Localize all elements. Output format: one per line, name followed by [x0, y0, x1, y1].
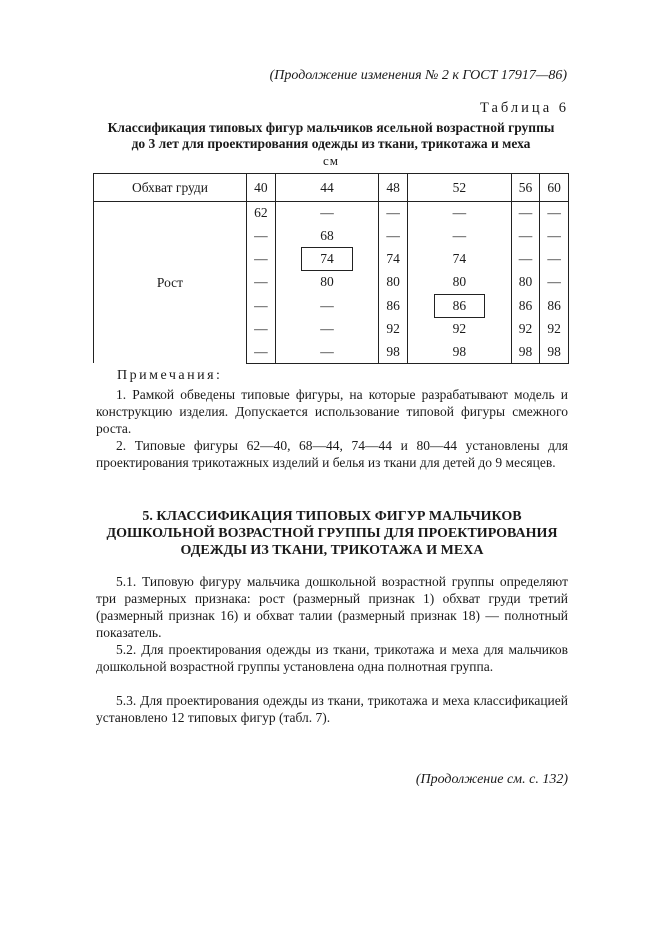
- chest-value: 44: [275, 174, 379, 202]
- figure-classification-table: [93, 173, 569, 364]
- table-cell: 92: [540, 318, 569, 341]
- framed-typical-figure: 74: [301, 247, 353, 271]
- note-2: 2. Типовые фигуры 62—40, 68—44, 74—44 и 80—44 установлены для проектирования трикотажных изделий и белья из ткани для детей до 9 месяцев.: [96, 438, 568, 470]
- units-label: см: [323, 153, 339, 168]
- table-cell: 98: [407, 340, 511, 363]
- header-note: (Продолжение изменения № 2 к ГОСТ 17917—86): [269, 68, 567, 83]
- table-cell: 74: [407, 247, 511, 271]
- table-row: [94, 202, 569, 225]
- paragraph-5-1: 5.1. Типовую фигуру мальчика дошкольной возрастной группы определяют три размерных признака: рост (размерный признак 1) обхват груди третий (размерный признак 16) и обхват талии (размерный признак 18) — полнотный показатель.: [96, 574, 568, 640]
- table-cell: —: [247, 225, 276, 248]
- table-cell: —: [407, 225, 511, 248]
- table-cell: —: [247, 340, 276, 363]
- table-cell: 86: [540, 294, 569, 318]
- table-cell: —: [247, 271, 276, 294]
- table-title-line: Классификация типовых фигур мальчиков ясельной возрастной группы: [107, 120, 555, 135]
- chest-value: 40: [247, 174, 276, 202]
- table-cell: 80: [275, 271, 379, 294]
- table-cell: —: [247, 294, 276, 318]
- table-cell: 80: [379, 271, 408, 294]
- table-cell: [275, 247, 379, 271]
- table-header-row: [94, 174, 569, 202]
- table-cell: 74: [379, 247, 408, 271]
- table-title: [96, 120, 566, 152]
- section-title-line: 5. КЛАССИФИКАЦИЯ ТИПОВЫХ ФИГУР МАЛЬЧИКОВ: [142, 509, 522, 524]
- table-cell: 86: [379, 294, 408, 318]
- table-cell: 80: [407, 271, 511, 294]
- table-cell: —: [247, 247, 276, 271]
- table-cell: —: [275, 340, 379, 363]
- table-cell: 86: [511, 294, 540, 318]
- table-cell: —: [275, 294, 379, 318]
- note-1: 1. Рамкой обведены типовые фигуры, на которые разрабатывают модель и конструкцию изделия. Допускается использование типовой фигуры смежного роста.: [96, 387, 568, 436]
- table-cell: —: [275, 202, 379, 225]
- table-cell: —: [540, 225, 569, 248]
- table-title-line: до 3 лет для проектирования одежды из ткани, трикотажа и меха: [131, 136, 531, 151]
- paragraph-5-3: 5.3. Для проектирования одежды из ткани, трикотажа и меха классификацией установлено 12 типовых фигур (табл. 7).: [96, 693, 568, 725]
- table-cell: —: [511, 202, 540, 225]
- notes-heading: Примечания:: [117, 368, 223, 383]
- table-cell: —: [540, 202, 569, 225]
- chest-value: 60: [540, 174, 569, 202]
- table-cell: —: [511, 247, 540, 271]
- table-cell: 92: [379, 318, 408, 341]
- table-cell: —: [407, 202, 511, 225]
- table-cell: 98: [379, 340, 408, 363]
- table-cell: 92: [511, 318, 540, 341]
- table-number: Таблица 6: [479, 100, 569, 116]
- table-cell: —: [247, 318, 276, 341]
- chest-value: 48: [379, 174, 408, 202]
- height-label: Рост: [94, 202, 247, 364]
- table-cell: 98: [540, 340, 569, 363]
- table-cell: [407, 294, 511, 318]
- chest-girth-header: Обхват груди: [94, 174, 247, 202]
- chest-value: 56: [511, 174, 540, 202]
- table-cell: 92: [407, 318, 511, 341]
- framed-typical-figure: 86: [434, 294, 486, 318]
- table-cell: 62: [247, 202, 276, 225]
- section-title-line: ОДЕЖДЫ ИЗ ТКАНИ, ТРИКОТАЖА И МЕХА: [180, 543, 484, 558]
- table-cell: 80: [511, 271, 540, 294]
- table-cell: 98: [511, 340, 540, 363]
- table-cell: —: [511, 225, 540, 248]
- table-cell: —: [379, 225, 408, 248]
- table-cell: —: [540, 247, 569, 271]
- table-cell: —: [540, 271, 569, 294]
- section-title-line: ДОШКОЛЬНОЙ ВОЗРАСТНОЙ ГРУППЫ ДЛЯ ПРОЕКТИРОВАНИЯ: [106, 526, 558, 541]
- section-title: [96, 508, 568, 559]
- chest-value: 52: [407, 174, 511, 202]
- table-cell: 68: [275, 225, 379, 248]
- continuation-note: (Продолжение см. с. 132): [415, 772, 568, 787]
- table-cell: —: [275, 318, 379, 341]
- table-cell: —: [379, 202, 408, 225]
- paragraph-5-2: 5.2. Для проектирования одежды из ткани, трикотажа и меха для мальчиков дошкольной возрастной группы установлена одна полнотная группа.: [96, 642, 568, 674]
